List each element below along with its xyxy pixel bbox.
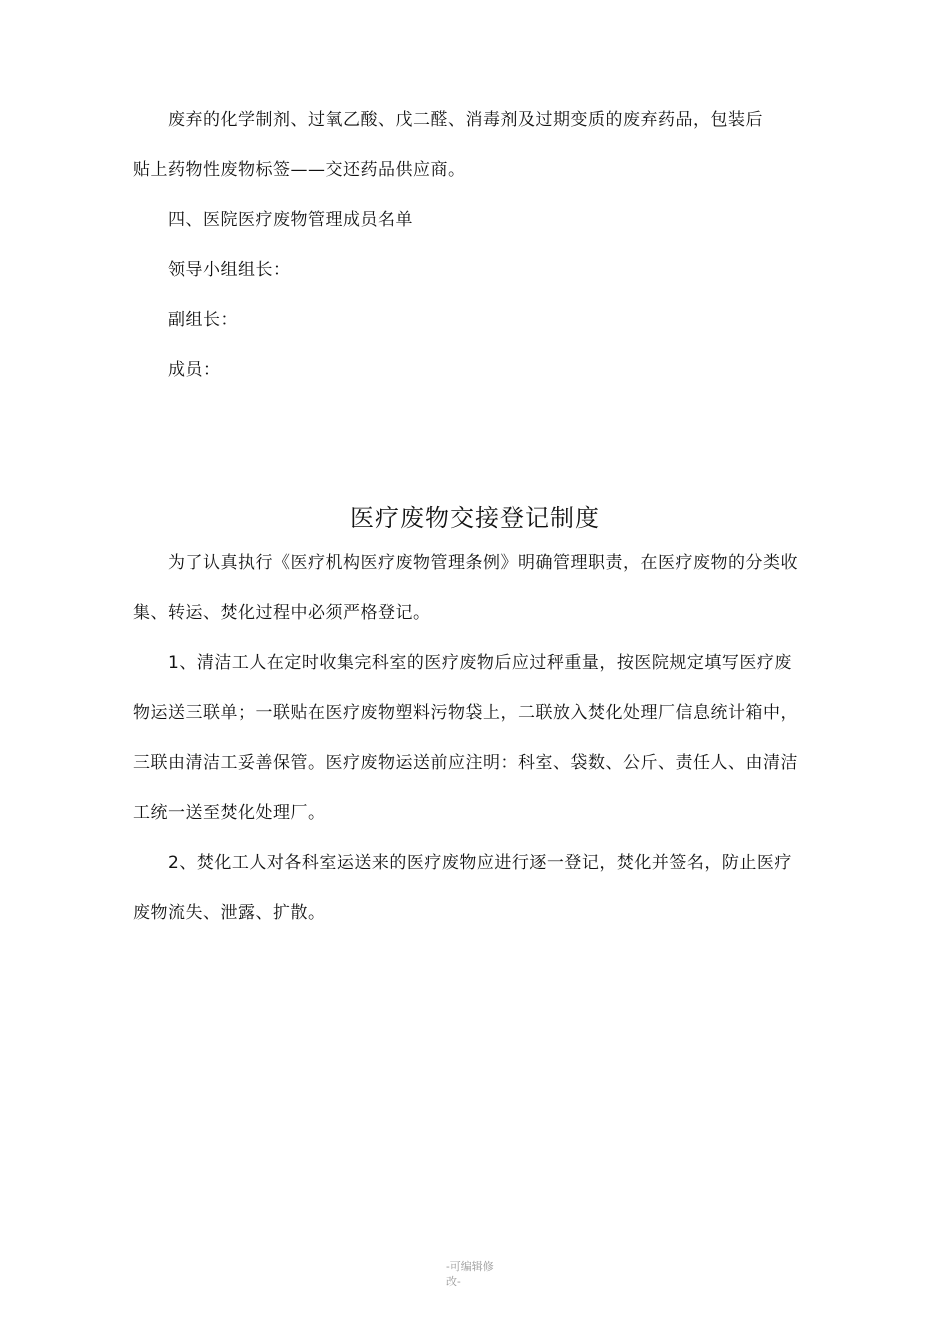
leader-label: 领导小组组长： [168, 260, 291, 280]
paragraph-line: 为了认真执行《医疗机构医疗废物管理条例》明确管理职责，在医疗废物的分类收 [168, 553, 798, 573]
footer-line: -可编辑修 [446, 1260, 494, 1273]
paragraph-line: 工统一送至焚化处理厂。 [133, 803, 326, 823]
paragraph-line: 2、焚化工人对各科室运送来的医疗废物应进行逐一登记，焚化并签名，防止医疗 [168, 853, 792, 873]
paragraph-line: 1、清洁工人在定时收集完科室的医疗废物后应过秤重量，按医院规定填写医疗废 [168, 653, 792, 673]
document-title: 医疗废物交接登记制度 [350, 504, 600, 532]
deputy-label: 副组长： [168, 310, 238, 330]
section-heading: 四、医院医疗废物管理成员名单 [168, 210, 413, 230]
paragraph-line: 物运送三联单；一联贴在医疗废物塑料污物袋上，二联放入焚化处理厂信息统计箱中， [133, 703, 798, 723]
paragraph-line: 废弃的化学制剂、过氧乙酸、戊二醛、消毒剂及过期变质的废弃药品，包装后 [168, 110, 763, 130]
paragraph-line: 集、转运、焚化过程中必须严格登记。 [133, 603, 431, 623]
page-footer [446, 1259, 494, 1289]
paragraph-line: 废物流失、泄露、扩散。 [133, 903, 326, 923]
paragraph-line: 三联由清洁工妥善保管。医疗废物运送前应注明：科室、袋数、公斤、责任人、由清洁 [133, 753, 798, 773]
paragraph-line: 贴上药物性废物标签——交还药品供应商。 [133, 160, 466, 180]
members-label: 成员： [168, 360, 221, 380]
footer-line: 改- [446, 1275, 461, 1288]
